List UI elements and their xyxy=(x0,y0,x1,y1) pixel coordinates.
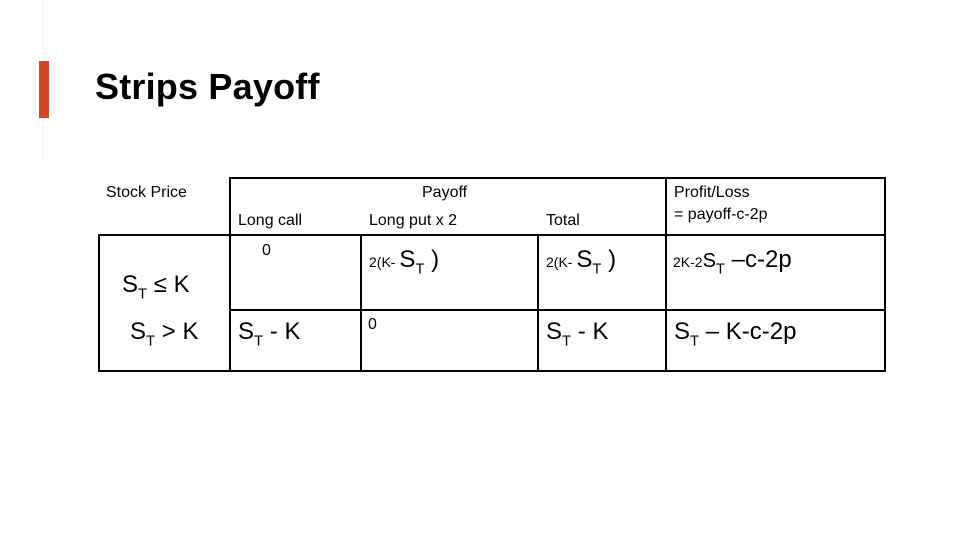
row1-profit-prefix: 2K-2 xyxy=(673,254,703,270)
row2-profit xyxy=(674,318,797,350)
row1-profit-symbol: S xyxy=(702,250,716,272)
row1-long-put-suffix: ) xyxy=(424,246,440,273)
row2-long-put: 0 xyxy=(368,316,377,333)
row2-total xyxy=(546,318,609,350)
row1-long-put-prefix: 2(K- xyxy=(369,254,400,270)
row1-profit-suffix: –c-2p xyxy=(725,246,792,273)
row1-long-call: 0 xyxy=(262,242,271,259)
header-payoff: Payoff xyxy=(422,184,468,201)
row1-condition-symbol: S xyxy=(122,271,139,298)
table-border-col4 xyxy=(665,177,667,372)
row2-long-call xyxy=(238,318,301,350)
row2-total-symbol: S xyxy=(546,318,563,345)
row1-long-put-symbol: S xyxy=(399,246,416,273)
row1-total-subscript: T xyxy=(592,261,602,278)
row2-long-call-symbol: S xyxy=(238,318,255,345)
table-border-col2 xyxy=(360,234,362,372)
row2-long-call-rest: - K xyxy=(263,318,301,345)
row2-total-rest: - K xyxy=(571,318,609,345)
slide-title: Strips Payoff xyxy=(95,66,320,107)
table-border-row1-bottom xyxy=(229,309,886,311)
row1-profit xyxy=(673,246,792,278)
row2-long-call-subscript: T xyxy=(254,333,264,350)
header-profit-loss: Profit/Loss xyxy=(674,184,750,201)
row1-long-put-subscript: T xyxy=(415,261,425,278)
row2-condition-symbol: S xyxy=(130,318,147,345)
row2-profit-symbol: S xyxy=(674,318,691,345)
row1-total xyxy=(546,246,617,278)
header-long-put: Long put x 2 xyxy=(369,212,458,229)
row1-profit-subscript: T xyxy=(715,261,726,278)
row2-condition-relation: > K xyxy=(155,318,199,345)
table-border-bottom xyxy=(98,370,886,372)
table-border-col1 xyxy=(229,177,231,372)
table-border-left xyxy=(98,234,100,372)
table-border-top xyxy=(229,177,886,179)
header-profit-loss-formula: = payoff-c-2p xyxy=(674,206,768,223)
table-border-right xyxy=(884,177,886,372)
row1-condition-relation: ≤ K xyxy=(147,271,190,298)
row2-profit-rest: – K-c-2p xyxy=(699,318,797,345)
header-stock-price: Stock Price xyxy=(106,184,187,201)
row1-total-suffix: ) xyxy=(601,246,617,273)
header-long-call: Long call xyxy=(238,212,303,229)
row2-total-subscript: T xyxy=(562,333,572,350)
table-border-col3 xyxy=(537,234,539,372)
row1-condition-subscript: T xyxy=(138,286,148,303)
header-total: Total xyxy=(546,212,580,229)
row1-total-prefix: 2(K- xyxy=(546,254,577,270)
row2-condition-subscript: T xyxy=(146,333,156,350)
row2-condition xyxy=(130,318,199,350)
row1-total-symbol: S xyxy=(576,246,593,273)
table-border-header-bottom xyxy=(98,234,886,236)
row1-condition xyxy=(122,271,190,303)
row2-profit-subscript: T xyxy=(690,333,700,350)
row1-long-put xyxy=(369,246,440,278)
